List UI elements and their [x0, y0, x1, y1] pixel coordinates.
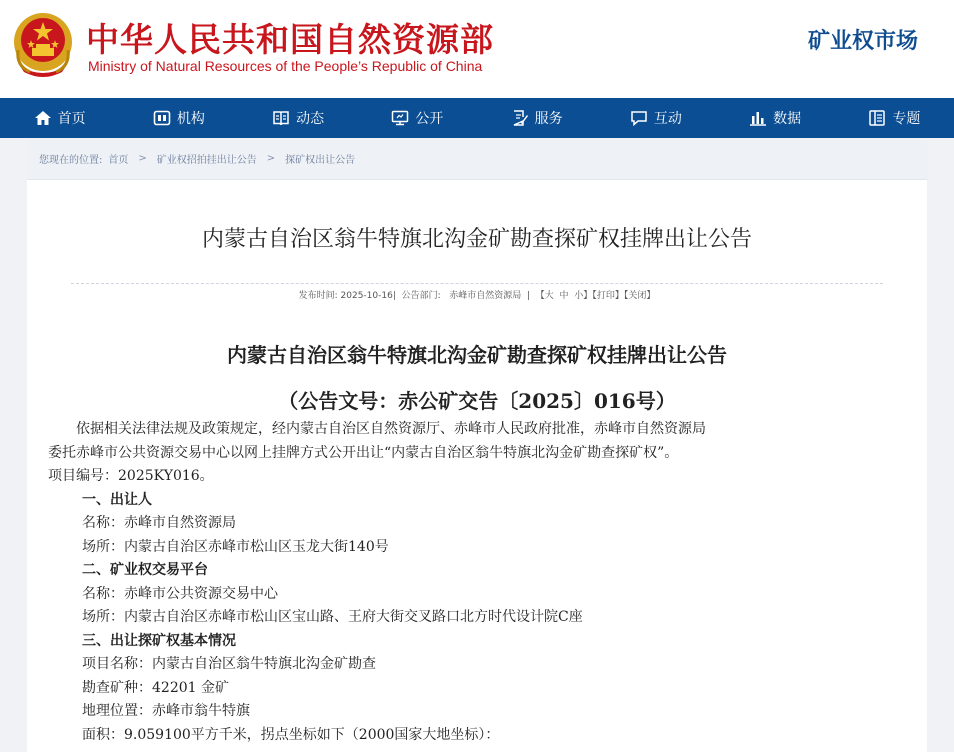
article-title: 内蒙古自治区翁牛特旗北沟金矿勘查探矿权挂牌出让公告	[201, 227, 752, 252]
intro-paragraph-line: 依据相关法律法规及政策规定，经内蒙古自治区自然资源厅、赤峰市人民政府批准，赤峰市自然资源局	[76, 421, 706, 437]
platform-address: 场所：内蒙古自治区赤峰市松山区宝山路、王府大街交叉路口北方时代设计院C座	[82, 609, 583, 625]
site-header	[0, 0, 954, 98]
section-heading: 二、矿业权交易平台	[82, 562, 208, 578]
project-name: 项目名称：内蒙古自治区翁牛特旗北沟金矿勘查	[82, 656, 376, 672]
document-title: 内蒙古自治区翁牛特旗北沟金矿勘查探矿权挂牌出让公告	[227, 343, 727, 367]
section-heading: 三、出让探矿权基本情况	[82, 632, 236, 649]
document-body	[0, 418, 927, 747]
nav-label: 动态	[296, 111, 325, 127]
nav-label: 互动	[653, 111, 682, 127]
nav-item-topic[interactable]	[835, 98, 954, 138]
mineral-type: 勘查矿种：42201 金矿	[82, 679, 229, 696]
breadcrumb-notice-category[interactable]: 矿业权招拍挂出让公告	[156, 155, 257, 166]
nav-label: 服务	[534, 111, 563, 127]
org-icon	[153, 109, 171, 127]
print-button[interactable]: 打印	[596, 291, 615, 301]
chevron-right-icon: >	[266, 153, 276, 164]
font-medium-button[interactable]: 中	[559, 291, 569, 301]
chevron-right-icon: >	[138, 153, 147, 164]
project-number: 项目编号：2025KY016。	[48, 468, 214, 484]
disclosure-icon	[391, 109, 409, 127]
transferor-name: 名称：赤峰市自然资源局	[82, 515, 236, 531]
nav-item-org[interactable]	[119, 98, 238, 138]
content-area	[0, 138, 954, 752]
publish-label: 发布时间:	[298, 291, 338, 301]
transferor-address: 场所：内蒙古自治区赤峰市松山区玉龙大街140号	[82, 538, 389, 555]
geo-location: 地理位置：赤峰市翁牛特旗	[82, 703, 250, 719]
document-number: （公告文号：赤公矿交告〔2025〕016号）	[278, 389, 676, 413]
nav-label: 数据	[773, 111, 802, 127]
article-meta: 发布时间: 2025-10-16| 公告部门: 赤峰市自然资源局 | 【大 中 小】【打印】【关闭】	[298, 291, 656, 301]
topic-icon	[868, 109, 886, 127]
article-panel	[27, 138, 927, 752]
platform-name: 名称：赤峰市公共资源交易中心	[82, 585, 278, 602]
nav-item-interact[interactable]	[596, 98, 715, 138]
publish-date: 2025-10-16	[340, 291, 393, 301]
font-large-button[interactable]: 大	[544, 291, 554, 301]
ministry-name-en[interactable]: Ministry of Natural Resources of the People’s Republic of China	[88, 58, 483, 74]
chart-icon	[749, 109, 767, 127]
site-title[interactable]: 矿业权市场	[807, 29, 918, 54]
font-small-button[interactable]: 小	[574, 291, 584, 301]
nav-label: 公开	[415, 111, 444, 127]
section-heading: 一、出让人	[82, 491, 152, 508]
breadcrumb-prefix: 您现在的位置:	[39, 155, 103, 166]
nav-label: 专题	[892, 111, 921, 127]
nav-label: 机构	[176, 111, 205, 127]
ministry-name-cn[interactable]: 中华人民共和国自然资源部	[86, 20, 494, 59]
area-info: 面积：9.059100平方千米，拐点坐标如下（2000国家大地坐标）：	[82, 726, 500, 743]
intro-paragraph-line: 委托赤峰市公共资源交易中心以网上挂牌方式公开出让“内蒙古自治区翁牛特旗北沟金矿勘查探矿权”。	[48, 444, 679, 461]
breadcrumb	[27, 138, 927, 180]
title-divider	[71, 283, 883, 284]
nav-item-home[interactable]	[0, 98, 119, 138]
news-icon	[272, 109, 290, 127]
dept-name: 赤峰市自然资源局	[449, 291, 522, 301]
main-nav	[0, 98, 954, 138]
national-emblem-icon[interactable]	[10, 10, 76, 80]
close-button[interactable]: 关闭	[628, 291, 647, 301]
dept-label: 公告部门:	[401, 291, 441, 301]
nav-item-news[interactable]	[239, 98, 358, 138]
chat-icon	[630, 109, 648, 127]
nav-item-service[interactable]	[477, 98, 596, 138]
breadcrumb-exploration-notice[interactable]: 探矿权出让公告	[285, 155, 356, 166]
nav-item-data[interactable]	[716, 98, 835, 138]
breadcrumb-home[interactable]: 首页	[108, 155, 129, 166]
nav-item-disclosure[interactable]	[358, 98, 477, 138]
home-icon	[34, 109, 52, 127]
nav-label: 首页	[57, 111, 86, 127]
service-icon	[511, 109, 529, 127]
